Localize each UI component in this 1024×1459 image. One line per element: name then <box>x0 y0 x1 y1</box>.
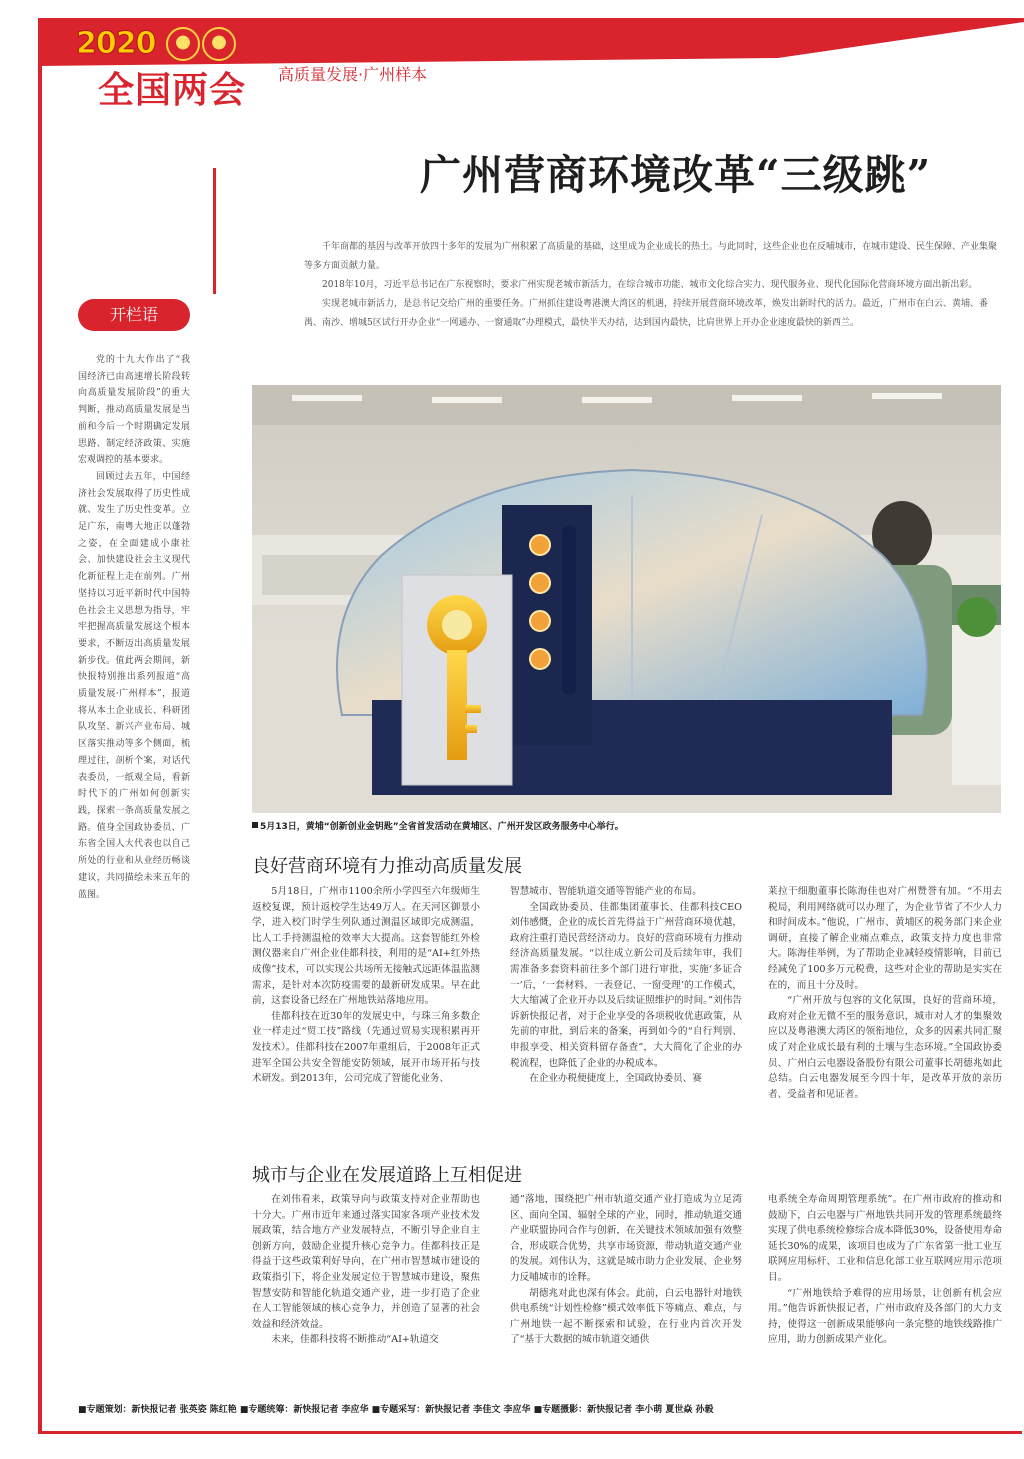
column-intro-badge: 开栏语 <box>78 299 190 331</box>
section-title: 良好营商环境有力推动高质量发展 <box>252 856 522 877</box>
body-paragraph: 电系统全寿命周期管理系统”。在广州市政府的推动和鼓励下，白云电器与广州地铁共同开发的管理系统最终实现了供电系统检修综合成本降低30%，设备使用寿命延长30%的成果，该项目也成为了广东省第一批工业互联网应用标杆、工业和信息化部工业互联网应用示范项目。 <box>768 1194 1002 1283</box>
series-tagline: 高质量发展·广州样本 <box>278 65 428 84</box>
article-column <box>252 1192 480 1348</box>
article-column <box>768 1192 1002 1348</box>
party-emblem-icon <box>202 27 236 61</box>
article-column <box>768 884 1002 1102</box>
article-column <box>252 884 480 1087</box>
body-paragraph: “广州开放与包容的文化氛围，良好的营商环境，政府对企业无微不至的服务意识，城市对人才的集聚效应以及粤港澳大湾区的领衔地位，众多的因素共同汇聚成了对企业成长最有利的土壤与生态环境。”全国政协委员、广州白云电器设备股份有限公司董事长胡德兆如此总结。白云电器发展至今四十年，是改革开放的亲历者、受益者和见证者。 <box>768 995 1002 1100</box>
sidebar-paragraph: 回顾过去五年，中国经济社会发展取得了历史性成就、发生了历史性变革。立足广东，南粤大地正以蓬勃之姿，在全面建成小康社会、加快建设社会主义现代化新征程上走在前列。广州坚持以习近平新时代中国特色社会主义思想为指导，牢牢把握高质量发展这个根本要求，不断迈出高质量发展新步伐。值此两会期间，新快报特别推出系列报道“高质量发展·广州样本”，报道将从本土企业成长、科研团队攻坚、新兴产业布局、城区落实推动等多个侧面，梳理过往，剖析个案，对话代表委员，一纸观全局，看新时代下的广州如何创新实践，探索一条高质量发展之路。值身全国政协委员、广东省全国人大代表也以自己所处的行业和从业经历畅谈建议，共同描绘未来五年的蓝图。 <box>78 471 190 900</box>
body-paragraph: 佳都科技在近30年的发展史中，与珠三角多数企业一样走过“贸工技”路线（先通过贸易实现积累再开发技术）。佳都科技在2007年重组后，于2008年正式进军全国公共安全智能安防领域，展开市场开拓与技术研发。到2013年，公司完成了智能化业务、 <box>252 1010 480 1085</box>
page-headline: 广州营商环境改革“三级跳” <box>420 151 932 199</box>
masthead-logo <box>74 26 294 111</box>
body-paragraph: 在企业办税便捷度上，全国政协委员、赛 <box>529 1073 702 1085</box>
photo-caption <box>252 819 1002 832</box>
national-emblem-icon <box>166 27 200 61</box>
article-column <box>510 1192 742 1348</box>
photo-caption-text: 5月13日，黄埔“创新创业金钥匙”全省首发活动在黄埔区、广州开发区政务服务中心举行。 <box>260 822 624 832</box>
body-paragraph: 全国政协委员、佳都集团董事长、佳都科技CEO刘伟感慨，企业的成长首先得益于广州营商环境优越，政府注重打造民营经济动力。良好的营商环境有力推动经济高质量发展。“以往成立新公司及后续年审，我们需准备多套资料前往多个部门进行审批，实施‘多证合一’后，‘一套材料、一表登记、一窗受理’的工作模式，大大缩减了企业开办以及后续证照维护的时间。”刘伟告诉新快报记者，对于企业享受的各项税收优惠政策，从先前的审批，到后来的备案，再到如今的“自行判别、申报享受、相关资料留存备查”，大大简化了企业的办税流程，也降低了企业的办税成本。 <box>510 901 742 1069</box>
body-paragraph: 智慧城市、智能轨道交通等智能产业的布局。 <box>510 886 702 897</box>
sidebar-paragraph: 党的十九大作出了“我国经济已由高速增长阶段转向高质量发展阶段”的重大判断，推动高质量发展是当前和今后一个时期确定发展思路、制定经济政策、实施宏观调控的基本要求。 <box>78 355 190 466</box>
news-photo <box>252 385 1001 813</box>
lead-paragraph: 千年商都的基因与改革开放四十多年的发展为广州积累了高质量的基础，这里成为企业成长的热土。与此同时，这些企业也在反哺城市，在城市建设、民生保障、产业集聚等多方面贡献力量。 <box>304 242 998 271</box>
red-divider <box>213 168 216 294</box>
lead-block <box>304 238 1004 333</box>
article-column <box>510 884 742 1087</box>
body-paragraph: 未来，佳都科技将不断推动“AI+轨道交 <box>271 1334 439 1346</box>
masthead-year: 2020 <box>76 26 156 61</box>
sidebar-column <box>78 352 190 903</box>
masthead-event: 全国两会 <box>98 70 247 111</box>
body-paragraph: 莱拉干细胞董事长陈海佳也对广州赞誉有加。“不用去税局，利用网络就可以办理了，为企业节省了不少人力和时间成本。”他说，广州市、黄埔区的税务部门来企业调研，直接了解企业痛点难点，政策支持力度也非常大。陈海佳举例，为了帮助企业减轻疫情影响，目前已经减免了100多万元税费，这些对企业的帮助是实实在在的，而且十分及时。 <box>768 886 1002 991</box>
body-paragraph: 胡德兆对此也深有体会。此前，白云电器针对地铁供电系统“计划性检修”模式效率低下等痛点、难点，与广州地铁一起不断探索和试验，在行业内首次开发了“基于大数据的城市轨道交通供 <box>510 1287 742 1346</box>
staff-credits: ■专题策划：新快报记者 张英姿 陈红艳 ■专题统筹：新快报记者 李应华 ■专题采写：新快报记者 李佳文 李应华 ■专题摄影：新快报记者 李小萌 夏世焱 孙毅 <box>78 1405 714 1415</box>
lead-paragraph: 2018年10月，习近平总书记在广东视察时，要求广州实现老城市新活力，在综合城市功能、城市文化综合实力、现代服务业、现代化国际化营商环境方面出新出彩。 <box>322 280 978 290</box>
lead-paragraph: 实现老城市新活力，是总书记交给广州的重要任务。广州抓住建设粤港澳大湾区的机遇，持续开展营商环境改革，焕发出新时代的活力。最近，广州市在白云、黄埔、番禺、南沙、增城5区试行开办企业“一网通办、一窗通取”办理模式，最快半天办结，达到国内最快，比肩世界上开办企业速度最快的新西兰。 <box>304 299 989 328</box>
section-title: 城市与企业在发展道路上互相促进 <box>252 1165 522 1186</box>
square-bullet-icon <box>252 822 258 828</box>
body-paragraph: “广州地铁给予难得的应用场景，让创新有机会应用。”他告诉新快报记者，广州市政府及各部门的大力支持，使得这一创新成果能够向一条完整的地铁线路推广应用，助力创新成果产业化。 <box>768 1287 1002 1346</box>
body-paragraph: 通”落地，围绕把广州市轨道交通产业打造成为立足湾区、面向全国、辐射全球的产业，同时，推动轨道交通产业联盟协同合作与创新，在关键技术领域加强有效整合，形成联合优势，共享市场资源，带动轨道交通产业的发展。刘伟认为，这就是城市助力企业发展、企业努力反哺城市的诠释。 <box>510 1194 742 1283</box>
body-paragraph: 在刘伟看来，政策导向与政策支持对企业帮助也十分大。广州市近年来通过落实国家各项产业技术发展政策，结合地方产业发展特点，不断引导企业自主创新方向，鼓励企业提升核心竞争力。佳都科技正是得益于这些政策利好导向，在广州市智慧城市建设的政策指引下，将企业发展定位于智慧城市建设，聚焦智慧安防和智能化轨道交通产业，进一步打造了企业在人工智能领域的核心竞争力，并创造了显著的社会效益和经济效益。 <box>252 1194 480 1330</box>
body-paragraph: 5月18日，广州市1100余所小学四至六年级师生返校复课，预计返校学生达49万人。在天河区御景小学，进入校门时学生列队通过测温区域即完成测温，比人工手持测温枪的效率大大提高。这套智能红外检测仪器来自广州企业佳都科技，利用的是“AI+红外热成像”技术，可以实现公共场所无接触式远距体温监测需求，是针对本次防疫需要的最新研发成果。早在此前，这套设备已经在广州地铁站落地应用。 <box>252 886 480 1007</box>
